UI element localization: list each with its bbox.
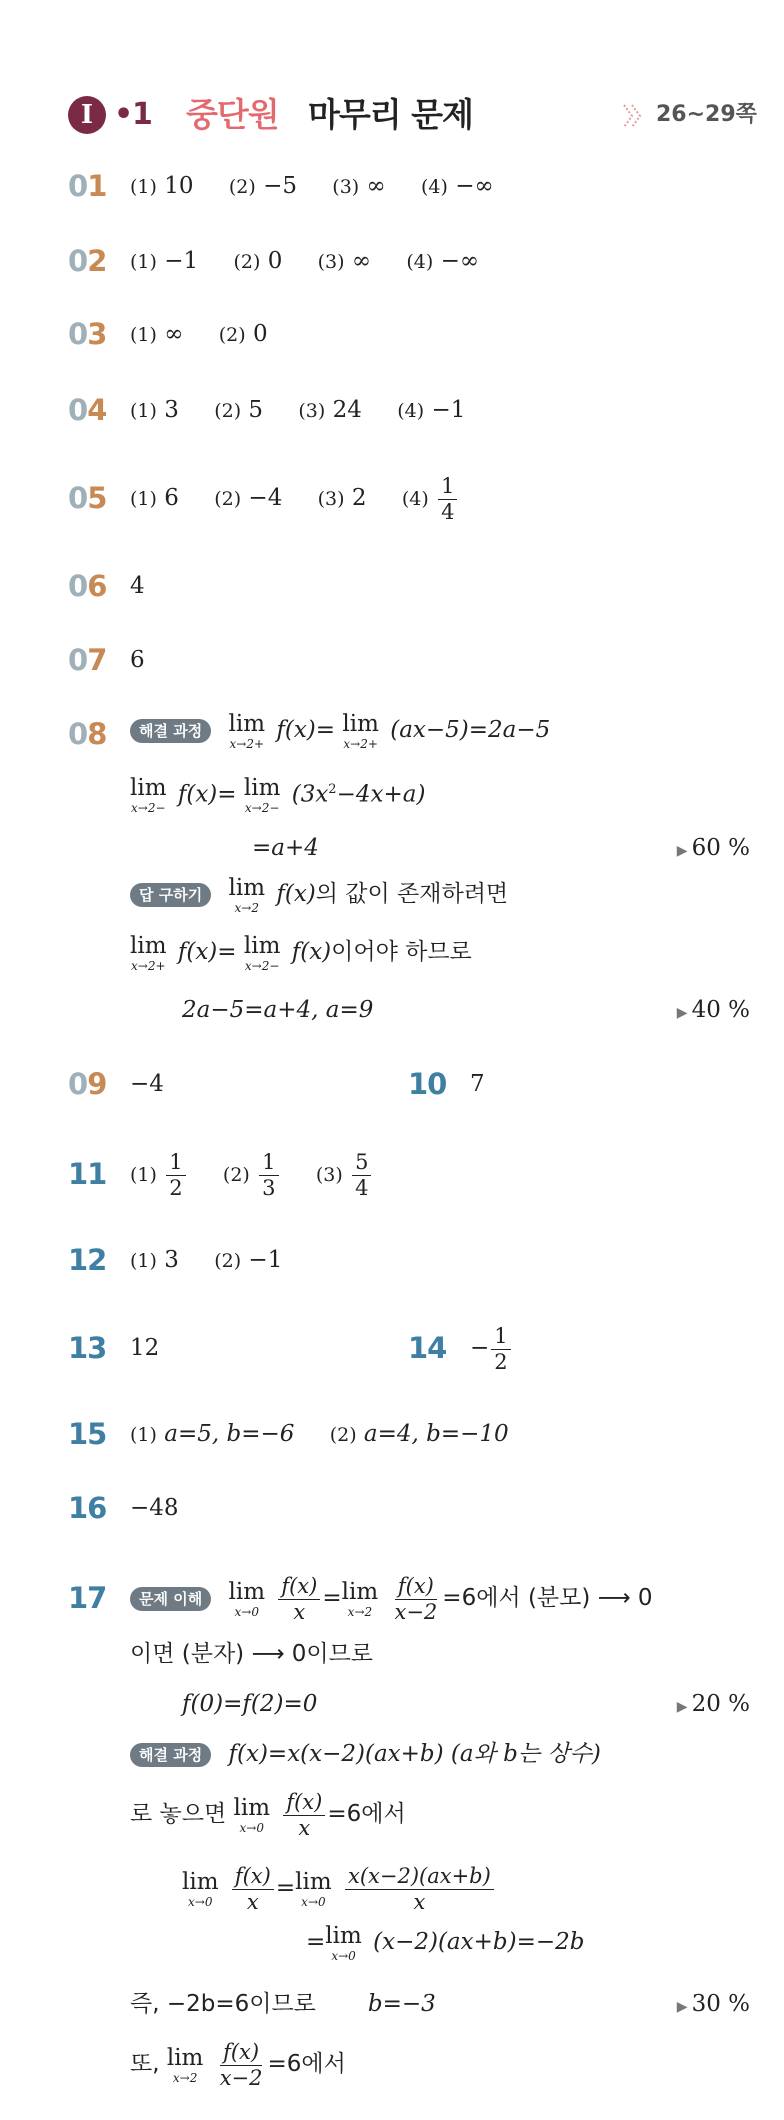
fraction: $\frac{1}{4}$ bbox=[438, 476, 457, 523]
tag-get-answer: 답 구하기 bbox=[130, 883, 211, 907]
problem-number-04: 04 bbox=[68, 393, 107, 427]
problem-number-14: 14 bbox=[408, 1331, 447, 1365]
problem-number-16: 16 bbox=[68, 1491, 107, 1525]
answer-row-13: 12 bbox=[130, 1335, 160, 1361]
solution-08-line-4: 답 구하기 lim x→2 f(x)의 값이 존재하려면 bbox=[130, 876, 508, 914]
problem-number-12: 12 bbox=[68, 1243, 107, 1277]
answer-row-09: −4 bbox=[130, 1071, 164, 1097]
tag-solution-process: 해결 과정 bbox=[130, 719, 211, 743]
solution-17-line-6: lim x→0 $\frac{f(x)}{x}$ = lim x→0 $\frac{x(x-2)(ax+b)}{x}$ bbox=[182, 1856, 496, 1920]
solution-08-line-1: 해결 과정 lim x→2+ f(x)= lim x→2+ (ax−5)=2a−5 bbox=[130, 712, 550, 750]
answer-row-15: (1) a=5, b=−6 (2) a=4, b=−10 bbox=[130, 1421, 509, 1447]
answer-row-07: 6 bbox=[130, 647, 145, 673]
problem-number-09: 09 bbox=[68, 1067, 107, 1101]
problem-number-07: 07 bbox=[68, 643, 107, 677]
page-range: 26~29쪽 bbox=[656, 102, 757, 127]
triangle-icon: ▶ bbox=[676, 1999, 688, 2015]
solution-17-line-3: f(0)=f(2)=0 bbox=[182, 1691, 318, 1717]
section-header bbox=[68, 92, 758, 152]
answer-row-03: (1) ∞ (2) 0 bbox=[130, 321, 268, 347]
answer-row-16: −48 bbox=[130, 1495, 179, 1521]
problem-number-03: 03 bbox=[68, 317, 107, 351]
answer-row-14: − $\frac{1}{2}$ bbox=[470, 1320, 513, 1376]
problem-number-10: 10 bbox=[408, 1067, 447, 1101]
tag-solution-process: 해결 과정 bbox=[130, 1743, 211, 1767]
solution-17-line-9: 또, lim x→2 $\frac{f(x)}{x-2}$ =6에서 bbox=[130, 2039, 346, 2090]
solution-17-line-4: 해결 과정 f(x)=x(x−2)(ax+b) (a와 b는 상수) bbox=[130, 1736, 601, 1772]
solution-08-line-5: lim x→2+ f(x)= lim x→2− f(x)이어야 하므로 bbox=[130, 932, 472, 973]
problem-number-13: 13 bbox=[68, 1331, 107, 1365]
solution-17-line-1: 문제 이해 lim x→0 $\frac{f(x)}{x}$ = lim x→2 $\frac{f(x)}{x-2}$ =6에서 (분모) ⟶ 0 bbox=[130, 1566, 653, 1630]
solution-17-line-2: 이면 (분자) ⟶ 0이므로 bbox=[130, 1641, 374, 1667]
header-dot: • bbox=[114, 97, 134, 132]
answer-row-05: (1) 6 (2) −4 (3) 2 (4) $\frac{1}{4}$ bbox=[130, 470, 487, 527]
score-60: ▶ 60 % bbox=[676, 835, 750, 861]
solution-17-line-8: 즉, −2b=6이므로 b=−3 bbox=[130, 1991, 436, 2017]
answer-row-04: (1) 3 (2) 5 (3) 24 (4) −1 bbox=[130, 397, 466, 423]
triangle-icon: ▶ bbox=[676, 1005, 688, 1021]
solution-17-line-7: = lim x→0 (x−2)(ax+b)=−2b bbox=[306, 1922, 585, 1963]
problem-number-02: 02 bbox=[68, 244, 107, 278]
answer-row-11: (1) $\frac{1}{2}$ (2) $\frac{1}{3}$ (3) $\frac{5}{4}$ bbox=[130, 1146, 401, 1203]
problem-number-01: 01 bbox=[68, 169, 107, 203]
answer-row-02: (1) −1 (2) 0 (3) ∞ (4) −∞ bbox=[130, 248, 480, 274]
problem-number-05: 05 bbox=[68, 481, 107, 515]
score-20: ▶ 20 % bbox=[676, 1691, 750, 1717]
answer-row-12: (1) 3 (2) −1 bbox=[130, 1247, 283, 1273]
problem-number-11: 11 bbox=[68, 1157, 107, 1191]
solution-08-line-3: =a+4 bbox=[252, 835, 319, 861]
chapter-number: 1 bbox=[132, 97, 153, 132]
score-30: ▶ 30 % bbox=[676, 1991, 750, 2017]
answer-row-10: 7 bbox=[470, 1071, 485, 1097]
solution-08-line-2: lim x→2− f(x)= lim x→2− $(3x^2-4x+a)$ bbox=[130, 775, 426, 816]
triangle-icon: ▶ bbox=[676, 843, 688, 859]
header-title: 마무리 문제 bbox=[308, 95, 473, 134]
chapter-badge: I bbox=[68, 96, 106, 134]
double-chevron-icon bbox=[620, 102, 646, 130]
problem-number-15: 15 bbox=[68, 1417, 107, 1451]
solution-17-line-5: 로 놓으면 lim x→0 $\frac{f(x)}{x}$ =6에서 bbox=[130, 1789, 406, 1840]
solution-08-line-6: 2a−5=a+4, a=9 bbox=[182, 997, 374, 1023]
answer-row-01: (1) 10 (2) −5 (3) ∞ (4) −∞ bbox=[130, 173, 494, 199]
problem-number-06: 06 bbox=[68, 569, 107, 603]
answer-row-06: 4 bbox=[130, 573, 145, 599]
tag-understand-problem: 문제 이해 bbox=[130, 1587, 211, 1611]
problem-number-08: 08 bbox=[68, 717, 107, 751]
header-title-colored: 중단원 bbox=[186, 95, 279, 134]
triangle-icon: ▶ bbox=[676, 1699, 688, 1715]
problem-number-17: 17 bbox=[68, 1581, 107, 1615]
score-40: ▶ 40 % bbox=[676, 997, 750, 1023]
